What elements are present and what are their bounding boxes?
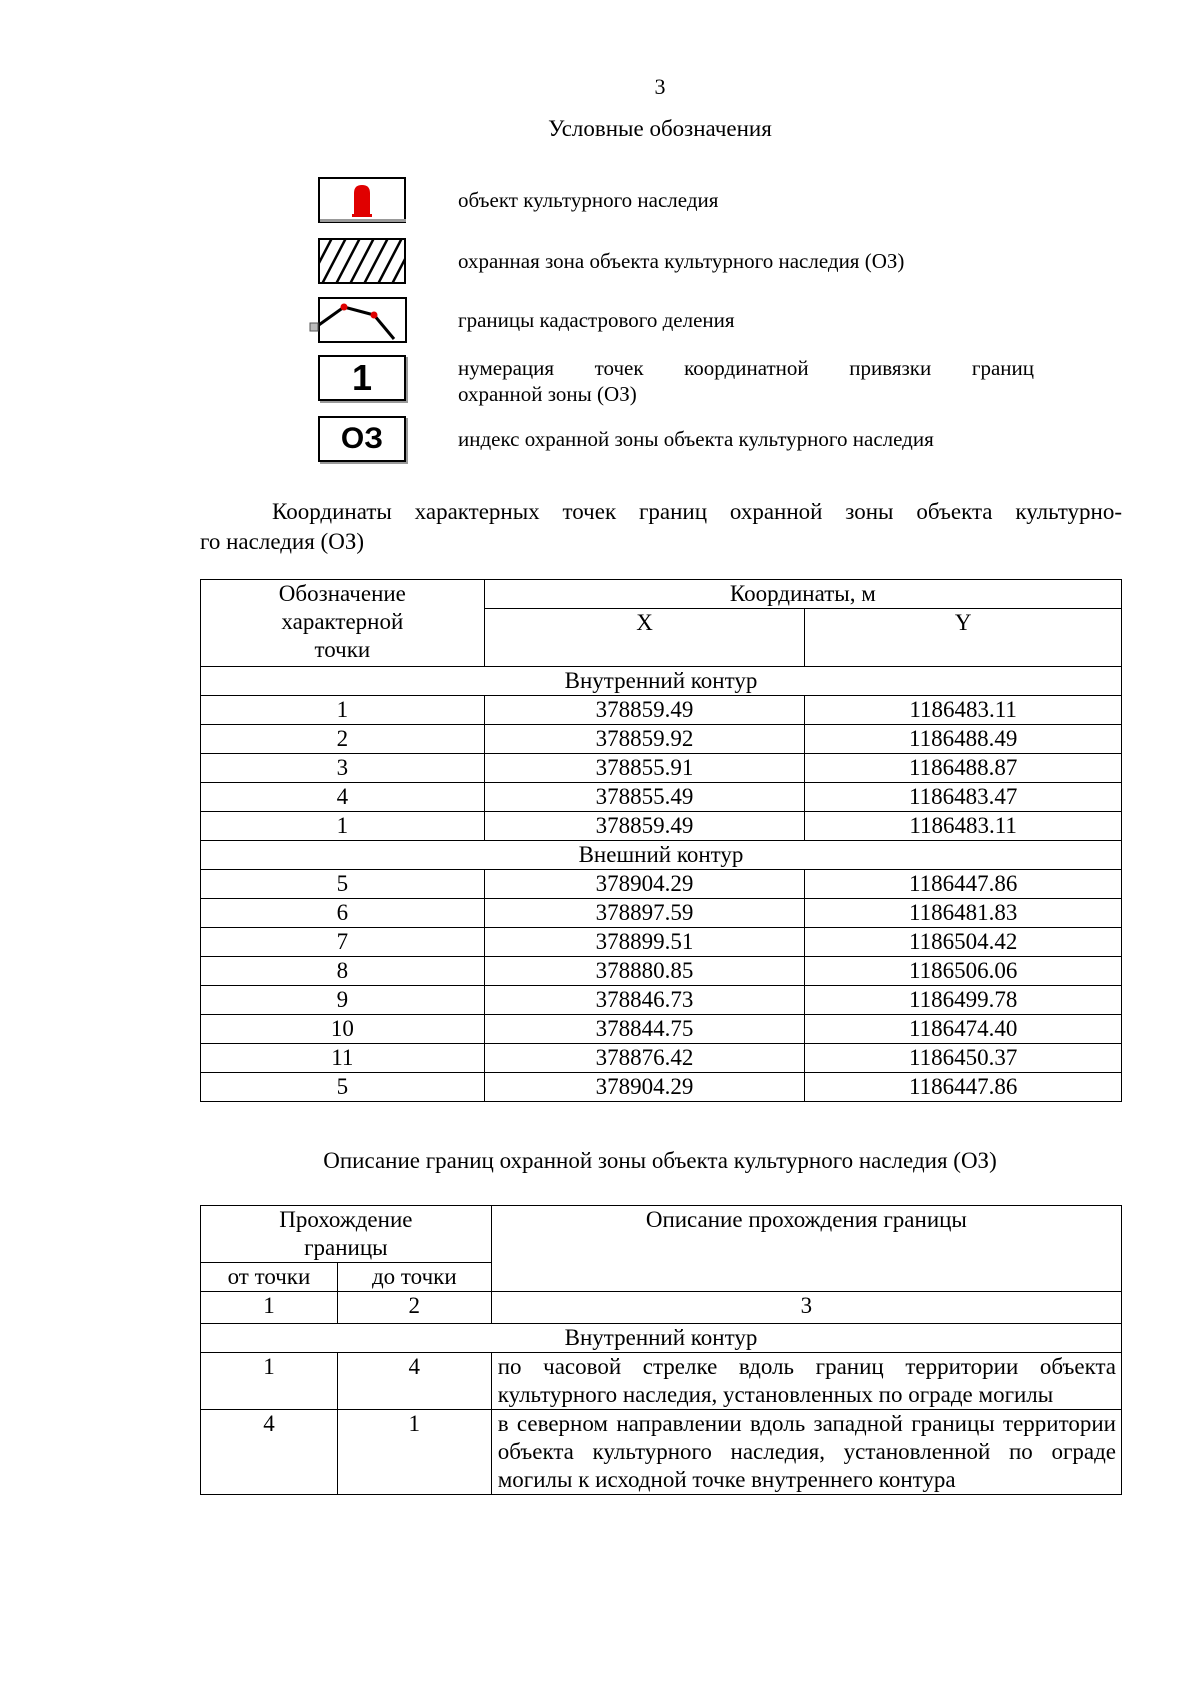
passage-header [201, 1206, 492, 1263]
to-cell: 4 [337, 1353, 491, 1410]
to-cell: 1 [337, 1410, 491, 1495]
y-cell: 1186488.87 [805, 754, 1122, 783]
inner-contour-label: Внутренний контур [201, 1324, 1122, 1353]
table-row [201, 812, 1122, 841]
x-cell: 378859.49 [484, 696, 805, 725]
x-cell: 378904.29 [484, 870, 805, 899]
legend-text-line: охранной зоны (ОЗ) [458, 382, 637, 406]
y-cell: 1186483.11 [805, 696, 1122, 725]
x-cell: 378859.92 [484, 725, 805, 754]
point-cell: 10 [201, 1015, 485, 1044]
x-cell: 378899.51 [484, 928, 805, 957]
y-cell: 1186474.40 [805, 1015, 1122, 1044]
coords-title [200, 497, 1122, 557]
hatched-zone-icon [318, 238, 406, 284]
table-row [201, 1044, 1122, 1073]
y-cell: 1186483.11 [805, 812, 1122, 841]
coordinates-table [200, 579, 1122, 1102]
outer-contour-label: Внешний контур [201, 841, 1122, 870]
point-cell: 4 [201, 783, 485, 812]
legend-text: индекс охранной зоны объекта культурного наследия [458, 427, 934, 451]
point-cell: 11 [201, 1044, 485, 1073]
legend-text [458, 355, 1034, 407]
point-col-header [201, 580, 485, 667]
table-row [201, 1410, 1122, 1495]
x-cell: 378846.73 [484, 986, 805, 1015]
cadastral-boundary-icon [308, 297, 408, 343]
point-cell: 9 [201, 986, 485, 1015]
col-number: 1 [201, 1292, 338, 1324]
table-row [201, 783, 1122, 812]
table-row [201, 725, 1122, 754]
desc-header: Описание прохождения границы [491, 1206, 1121, 1292]
y-cell: 1186447.86 [805, 870, 1122, 899]
x-header: X [484, 609, 805, 667]
legend-text: объект культурного наследия [458, 188, 719, 212]
y-cell: 1186504.42 [805, 928, 1122, 957]
desc-cell: в северном направлении вдоль западной границы территории объекта культурного наследия, установленной по ограде могилы к исходной точке внутреннего контура [491, 1410, 1121, 1495]
table-row [201, 696, 1122, 725]
to-header: до точки [337, 1263, 491, 1292]
coords-group-header: Координаты, м [484, 580, 1121, 609]
table-row [201, 986, 1122, 1015]
table-row [201, 1353, 1122, 1410]
monument-icon [318, 177, 406, 223]
col-number: 3 [491, 1292, 1121, 1324]
zone-index-icon: ОЗ [318, 416, 406, 462]
page-number: 3 [654, 74, 666, 99]
x-cell: 378897.59 [484, 899, 805, 928]
header-line: характерной [281, 609, 404, 634]
x-cell: 378844.75 [484, 1015, 805, 1044]
x-cell: 378855.49 [484, 783, 805, 812]
point-number-icon: 1 [318, 355, 406, 401]
header-line: границы [304, 1235, 388, 1260]
table-row [201, 899, 1122, 928]
point-cell: 1 [201, 812, 485, 841]
from-header: от точки [201, 1263, 338, 1292]
from-cell: 4 [201, 1410, 338, 1495]
x-cell: 378855.91 [484, 754, 805, 783]
y-cell: 1186483.47 [805, 783, 1122, 812]
coords-title-line: Координаты характерных точек границ охранной зоны объекта культурно- [272, 499, 1122, 524]
point-cell: 8 [201, 957, 485, 986]
x-cell: 378880.85 [484, 957, 805, 986]
table-row [201, 870, 1122, 899]
y-cell: 1186481.83 [805, 899, 1122, 928]
desc-cell: по часовой стрелке вдоль границ территории объекта культурного наследия, установленных по ограде могилы [491, 1353, 1121, 1410]
legend-text: охранная зона объекта культурного наследия (ОЗ) [458, 249, 905, 273]
point-cell: 3 [201, 754, 485, 783]
header-line: точки [314, 637, 371, 662]
inner-contour-label: Внутренний контур [201, 667, 1122, 696]
y-cell: 1186447.86 [805, 1073, 1122, 1102]
table-row [201, 957, 1122, 986]
coords-title-line: го наследия (ОЗ) [200, 529, 365, 554]
y-cell: 1186450.37 [805, 1044, 1122, 1073]
legend-text: границы кадастрового деления [458, 308, 735, 332]
point-cell: 5 [201, 1073, 485, 1102]
y-header: Y [805, 609, 1122, 667]
point-cell: 2 [201, 725, 485, 754]
legend-title: Условные обозначения [548, 116, 772, 141]
y-cell: 1186499.78 [805, 986, 1122, 1015]
x-cell: 378904.29 [484, 1073, 805, 1102]
y-cell: 1186506.06 [805, 957, 1122, 986]
header-line: Прохождение [279, 1207, 413, 1232]
description-title: Описание границ охранной зоны объекта культурного наследия (ОЗ) [323, 1148, 997, 1173]
y-cell: 1186488.49 [805, 725, 1122, 754]
description-table [200, 1205, 1122, 1495]
legend-text-line: нумерация точек координатной привязки границ [458, 356, 1034, 380]
point-cell: 5 [201, 870, 485, 899]
point-cell: 1 [201, 696, 485, 725]
col-number: 2 [337, 1292, 491, 1324]
table-row [201, 1073, 1122, 1102]
table-row [201, 754, 1122, 783]
table-row [201, 1015, 1122, 1044]
from-cell: 1 [201, 1353, 338, 1410]
x-cell: 378859.49 [484, 812, 805, 841]
point-cell: 7 [201, 928, 485, 957]
x-cell: 378876.42 [484, 1044, 805, 1073]
table-row [201, 928, 1122, 957]
header-line: Обозначение [278, 581, 406, 606]
point-cell: 6 [201, 899, 485, 928]
